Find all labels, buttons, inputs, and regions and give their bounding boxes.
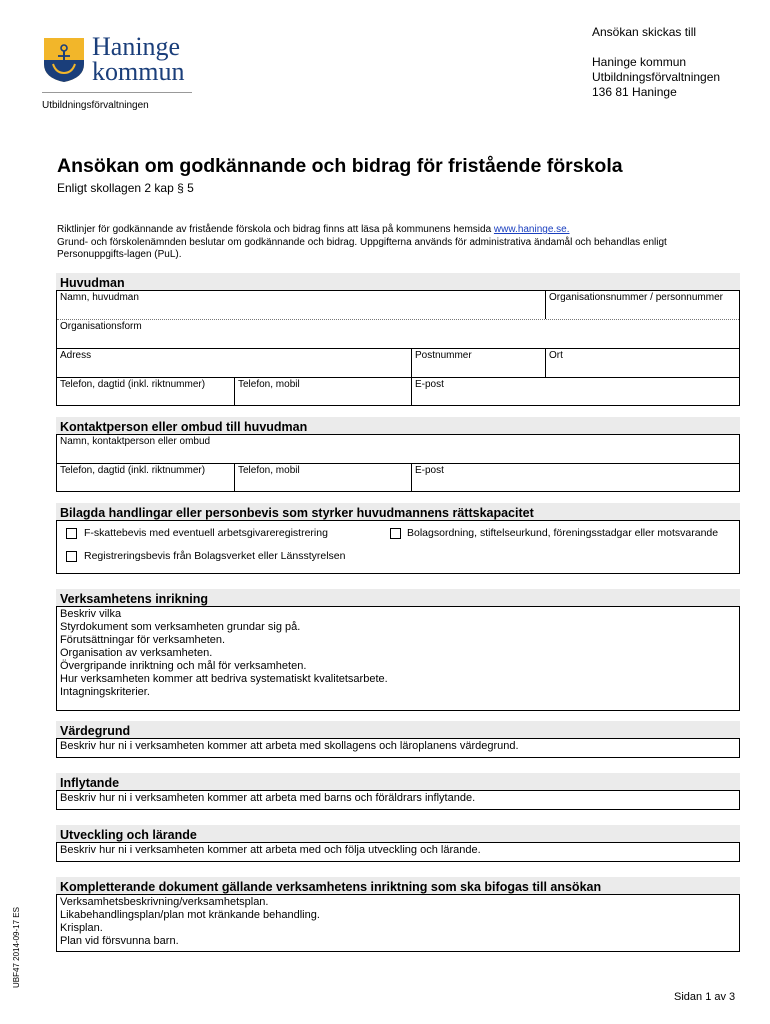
- section-heading-contact: Kontaktperson eller ombud till huvudman: [56, 417, 740, 434]
- page-subtitle: Enligt skollagen 2 kap § 5: [57, 181, 194, 195]
- direction-line: Förutsättningar för verksamheten.: [60, 634, 226, 646]
- intro-line-3: Personuppgifts-lagen (PuL).: [57, 249, 182, 260]
- supplementary-line: Verksamhetsbeskrivning/verksamhetsplan.: [60, 896, 269, 908]
- direction-line: Hur verksamheten kommer att bedriva systematiskt kvalitetsarbete.: [60, 673, 388, 685]
- influence-text-area[interactable]: [56, 790, 740, 810]
- supplementary-text-area[interactable]: [56, 894, 740, 952]
- field-email[interactable]: [411, 378, 739, 405]
- field-label: E-post: [415, 465, 444, 476]
- field-contact-phone-day[interactable]: [57, 464, 234, 491]
- field-phone-mobile[interactable]: [234, 378, 411, 405]
- field-phone-day[interactable]: [57, 378, 234, 405]
- logo-line-2: kommun: [92, 57, 185, 86]
- direction-line: Beskriv vilka: [60, 608, 122, 620]
- field-postnr[interactable]: [411, 349, 545, 377]
- direction-line: Intagningskriterier.: [60, 686, 150, 698]
- development-prompt: Beskriv hur ni i verksamheten kommer att arbeta med och följa utveckling och lärande.: [60, 844, 481, 856]
- section-heading-supplementary: Kompletterande dokument gällande verksamhetens inriktning som ska bifogas till ansökan: [56, 877, 740, 894]
- field-label: Organisationsnummer / personnummer: [549, 292, 723, 303]
- supplementary-line: Likabehandlingsplan/plan mot kränkande behandling.: [60, 909, 320, 921]
- huvudman-fields: [56, 290, 740, 406]
- checkbox-registreringsbevis[interactable]: [66, 551, 77, 562]
- development-text-area[interactable]: [56, 842, 740, 862]
- supplementary-line: Krisplan.: [60, 922, 103, 934]
- send-to-block: [592, 25, 720, 100]
- intro-line-1: Riktlinjer för godkännande av fristående förskola och bidrag finns att läsa på kommunens hemsida: [57, 224, 494, 235]
- field-contact-name[interactable]: [57, 435, 739, 463]
- page-title: Ansökan om godkännande och bidrag för fristående förskola: [57, 155, 623, 177]
- send-to-heading: Ansökan skickas till: [592, 25, 697, 39]
- logo-line-1: Haninge: [92, 32, 181, 61]
- section-heading-direction: Verksamhetens inrikning: [56, 589, 740, 606]
- logo-divider: [42, 92, 192, 93]
- direction-line: Övergripande inriktning och mål för verksamheten.: [60, 660, 307, 672]
- field-label: Adress: [60, 350, 92, 361]
- section-heading-huvudman: Huvudman: [56, 273, 740, 290]
- field-label: Telefon, dagtid (inkl. riktnummer): [60, 465, 206, 476]
- intro-text: [57, 224, 717, 262]
- values-text-area[interactable]: [56, 738, 740, 758]
- field-label: E-post: [415, 379, 444, 390]
- section-heading-values: Värdegrund: [56, 721, 740, 738]
- checkbox-label-registreringsbevis: Registreringsbevis från Bolagsverket eller Länsstyrelsen: [84, 550, 346, 562]
- field-address[interactable]: [57, 349, 411, 377]
- send-to-line-2: Utbildningsförvaltningen: [592, 70, 721, 84]
- department-label: Utbildningsförvaltningen: [42, 100, 149, 111]
- logo-wordmark: [92, 34, 184, 84]
- influence-prompt: Beskriv hur ni i verksamheten kommer att arbeta med barns och föräldrars inflytande.: [60, 792, 476, 804]
- checkbox-label-f-skattebevis: F-skattebevis med eventuell arbetsgivareregistrering: [84, 527, 328, 539]
- field-label: Organisationsform: [60, 321, 142, 332]
- field-contact-email[interactable]: [411, 464, 739, 491]
- field-label: Postnummer: [415, 350, 472, 361]
- direction-line: Styrdokument som verksamheten grundar sig på.: [60, 621, 301, 633]
- field-orgnr[interactable]: [545, 291, 739, 319]
- field-label: Namn, huvudman: [60, 292, 139, 303]
- field-ort[interactable]: [545, 349, 739, 377]
- direction-line: Organisation av verksamheten.: [60, 647, 213, 659]
- form-code: UBF47 2014-09-17 ES: [12, 907, 21, 988]
- section-heading-attachments: Bilagda handlingar eller personbevis som styrker huvudmannens rättskapacitet: [56, 503, 740, 520]
- send-to-line-1: Haninge kommun: [592, 55, 687, 69]
- website-link[interactable]: www.haninge.se.: [493, 224, 570, 235]
- send-to-line-3: 136 81 Haninge: [592, 85, 677, 99]
- supplementary-line: Plan vid försvunna barn.: [60, 935, 179, 947]
- values-prompt: Beskriv hur ni i verksamheten kommer att arbeta med skollagens och läroplanens värdegrund.: [60, 740, 519, 752]
- field-label: Ort: [549, 350, 563, 361]
- checkbox-f-skattebevis[interactable]: [66, 528, 77, 539]
- intro-line-2: Grund- och förskolenämnden beslutar om godkännande och bidrag. Uppgifterna används för administrativa ändamål och behandlas enligt: [57, 236, 667, 248]
- field-label: Namn, kontaktperson eller ombud: [60, 436, 211, 447]
- direction-text-area[interactable]: [56, 606, 740, 711]
- field-orgform[interactable]: [57, 320, 739, 348]
- checkbox-label-bolagsordning: Bolagsordning, stiftelseurkund, föreningsstadgar eller motsvarande: [407, 527, 719, 539]
- section-heading-development: Utveckling och lärande: [56, 825, 740, 842]
- section-heading-influence: Inflytande: [56, 773, 740, 790]
- field-label: Telefon, dagtid (inkl. riktnummer): [60, 379, 206, 390]
- field-contact-phone-mobile[interactable]: [234, 464, 411, 491]
- contact-fields: [56, 434, 740, 492]
- field-label: Telefon, mobil: [238, 379, 300, 390]
- page-number: Sidan 1 av 3: [674, 991, 736, 1003]
- field-label: Telefon, mobil: [238, 465, 300, 476]
- checkbox-bolagsordning[interactable]: [390, 528, 401, 539]
- anchor-crest-icon: [44, 38, 84, 82]
- field-name-huvudman[interactable]: [57, 291, 545, 319]
